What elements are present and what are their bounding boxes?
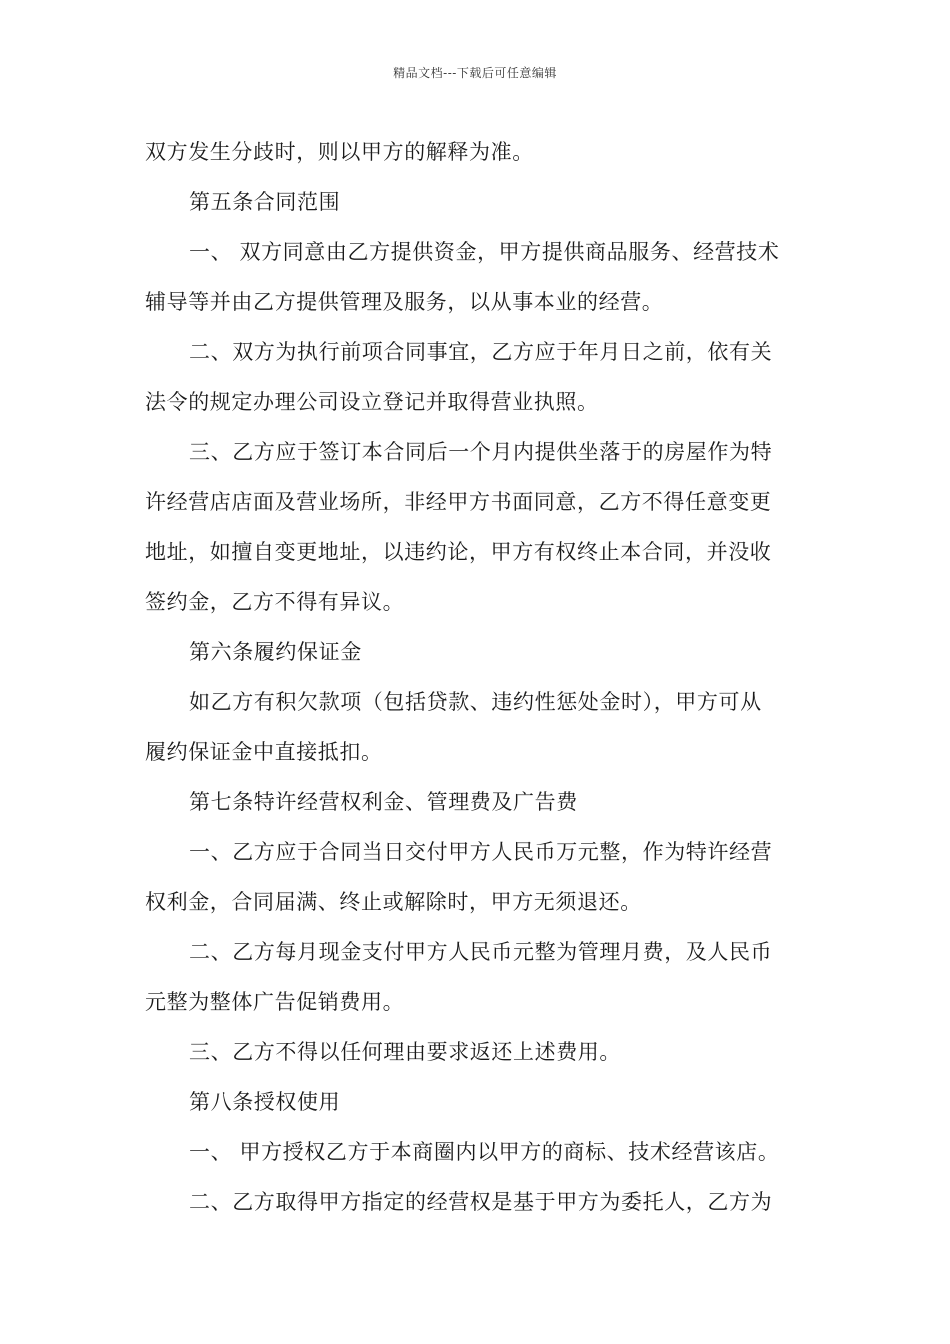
text-line: 三、乙方应于签订本合同后一个月内提供坐落于的房屋作为特: [189, 440, 773, 464]
section-heading: 第七条特许经营权利金、管理费及广告费: [189, 790, 578, 814]
section-heading: 第五条合同范围: [189, 190, 341, 214]
text-line: 履约保证金中直接抵扣。: [145, 740, 383, 764]
text-line: 二、乙方每月现金支付甲方人民币元整为管理月费，及人民币: [189, 940, 773, 964]
text-line: 辅导等并由乙方提供管理及服务，以从事本业的经营。: [145, 290, 664, 314]
text-line: 权利金，合同届满、终止或解除时，甲方无须退还。: [145, 890, 642, 914]
section-heading: 第八条授权使用: [189, 1090, 341, 1114]
text-line: 一、 甲方授权乙方于本商圈内以甲方的商标、技术经营该店。: [189, 1140, 780, 1164]
text-line: 元整为整体广告促销费用。: [145, 990, 405, 1014]
text-line: 法令的规定办理公司设立登记并取得营业执照。: [145, 390, 599, 414]
page-header: 精品文档---下载后可任意编辑: [393, 66, 557, 80]
text-line: 双方发生分歧时，则以甲方的解释为准。: [145, 140, 534, 164]
text-line: 许经营店店面及营业场所，非经甲方书面同意，乙方不得任意变更: [145, 490, 772, 514]
text-line: 地址，如擅自变更地址，以违约论，甲方有权终止本合同，并没收: [145, 540, 772, 564]
document-body: [145, 127, 810, 1227]
text-line: 二、乙方取得甲方指定的经营权是基于甲方为委托人，乙方为: [189, 1190, 773, 1214]
section-heading: 第六条履约保证金: [189, 640, 362, 664]
text-line: 如乙方有积欠款项（包括贷款、违约性惩处金时），甲方可从: [189, 690, 762, 714]
text-line: 一、 双方同意由乙方提供资金，甲方提供商品服务、经营技术: [189, 240, 780, 264]
text-line: 二、双方为执行前项合同事宜，乙方应于年月日之前，依有关: [189, 340, 773, 364]
text-line: 三、乙方不得以任何理由要求返还上述费用。: [189, 1040, 621, 1064]
text-line: 一、乙方应于合同当日交付甲方人民币万元整，作为特许经营: [189, 840, 773, 864]
text-line: 签约金，乙方不得有异议。: [145, 590, 405, 614]
